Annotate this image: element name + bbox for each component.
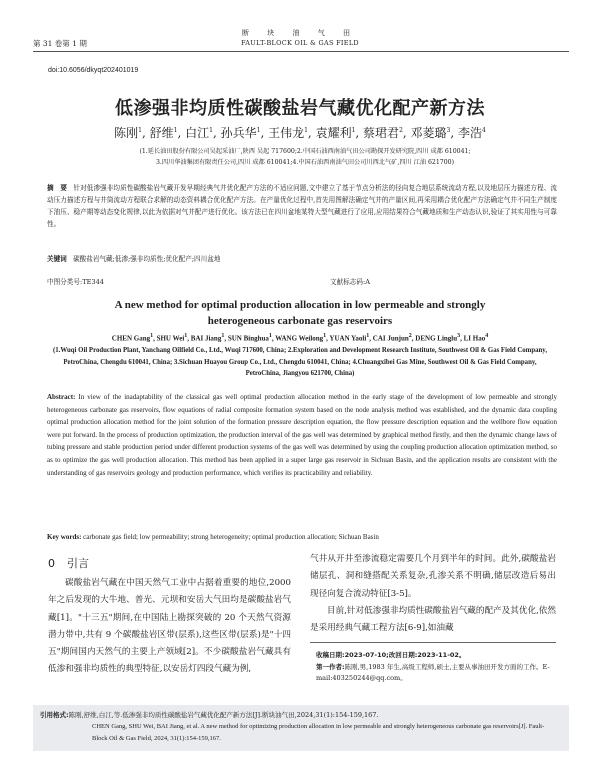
first-author-note	[316, 662, 554, 685]
author-en: WANG Weilong	[275, 334, 324, 343]
author-en: LI Hao	[463, 334, 486, 343]
abstract-cn	[47, 182, 557, 230]
affiliations-cn	[60, 146, 550, 168]
author-en: SHU Wei	[156, 334, 185, 343]
keywords-text-cn: 碳酸盐岩气藏;低渗;强非均质性;优化配产;四川盆地	[73, 255, 221, 263]
citation-text-cn: 陈刚,舒维,白江,等.低渗强非均质性碳酸盐岩气藏优化配产新方法[J].断块油气田,2024,31(1):154-159,167.	[68, 711, 379, 719]
affiliation-line: 3.四川华油集团有限责任公司,四川 成都 610041;4.中国石油西南油气田公司川西北气矿,四川 江油 621700)	[155, 159, 455, 166]
title-en-line: heterogeneous carbonate gas reservoirs	[207, 315, 393, 327]
doi: doi:10.6056/dkyqt202401019	[48, 67, 139, 74]
title-cn: 低渗强非均质性碳酸盐岩气藏优化配产新方法	[115, 98, 485, 119]
keywords-label-cn: 关键词	[47, 255, 67, 263]
journal-name-cn: 断 块 油 气 田	[242, 29, 358, 37]
author-cn: 白江	[185, 126, 210, 140]
authors-cn: 陈刚$^1$, 舒维$^1$, 白江$^1$, 孙兵华$^1$, 王伟龙$^1$, 袁耀利$^1$, 蔡珺君$^2$, 邓菱璐$^3$, 李浩$^4$	[114, 126, 486, 140]
author-cn: 孙兵华	[220, 126, 257, 140]
section-title: 引言	[67, 557, 89, 570]
citation-label: 引用格式:	[40, 711, 69, 719]
title-en	[40, 297, 560, 329]
author-cn: 舒维	[149, 126, 174, 140]
author-cn: 王伟龙	[268, 126, 305, 140]
author-en: CHEN Gang	[111, 334, 151, 343]
title-en-line: A new method for optimal production allocation in low permeable and strongly	[114, 299, 486, 311]
citation-cn	[40, 709, 560, 721]
abstract-text-en: In view of the inadaptability of the classical gas well optimal production allocation method in the early stage of the development of low permeable and strongly heterogeneous carbonate gas reservoirs, flow equations of radial composite formation system based on the node analysis method was established, and the dynamic data coupling optimal production allocation method for the joint solution of the formation pressure description equation, the flow pressure description equation and the wellbore flow equation were put forward. In the process of production optimization, the production interval of the gas well was determined by graphical method firstly, and then the dynamic change laws of tubing pressure and stable production period under different production systems of the gas well was determined by using the coupling production allocation optimization method, so as to optimize the gas well production allocation. This method has been applied in a super large gas reservoir in Sichuan Basin, and the application results are consistent with the understanding of gas reservoirs geology and production performance, which verifies its practicability and reliability.	[47, 393, 558, 477]
section-heading	[48, 555, 89, 571]
keywords-en	[47, 533, 557, 541]
author-cn: 蔡珺君	[363, 126, 400, 140]
first-author-label: 第一作者:	[316, 662, 345, 671]
author-cn: 邓菱璐	[410, 126, 447, 140]
affiliations-en: (1.Wuqi Oil Production Plant, Yanchang Oilfield Co., Ltd., Wuqi 717600, China; 2.Exploration and Development Research Institute, Southwest Oil & Gas Field Company, PetroChina, Chengdu 610041, China; 3.Sichuan Huayou Group Co., Ltd., Chengdu 610041, China; 4.Chuangxibei Gas Mine, Southwest Oil & Gas Field Company, PetroChina, Jiangyou 621700, China)	[52, 347, 548, 377]
keywords-cn	[47, 253, 557, 263]
author-cn: 袁耀利	[315, 126, 352, 140]
first-author-text: 陈刚,男,1983 年生,高级工程师,硕士,主要从事油田开发方面的工作。E-mail:403250244@qq.com。	[316, 662, 550, 682]
intro-right-paragraph-2: 目前,针对低渗强非均质性碳酸盐岩气藏的配产及其优化,依然是采用经典气藏工程方法[6-9],如油藏	[310, 606, 556, 634]
journal-name-en: FAULT-BLOCK OIL & GAS FIELD	[241, 39, 359, 47]
keywords-text-en: carbonate gas field; low permeability; strong heterogeneity; optimal production allocation; Sichuan Basin	[83, 533, 379, 541]
author-en: BAI Jiang	[190, 334, 222, 343]
author-en: DENG Linglu	[415, 334, 458, 343]
document-code: 文献标志码:A	[330, 278, 370, 286]
author-cn: 陈刚	[114, 126, 139, 140]
footnote-rule	[310, 642, 556, 643]
intro-left-column: 碳酸盐岩气藏在中国天然气工业中占据着重要的地位,2000 年之后发现的大牛地、普光、元坝和安岳大气田均是碳酸盐岩气藏[1]。"十三五"期间,在中国陆上勘探突破的 20 个天然气资源潜力带中,共有 9 个碳酸盐岩区带(层系),这些区带(层系)是"十四五"期间国内天然气的主要上产领域[2]。不少碳酸盐岩气藏具有低渗和强非均质性的典型特征,以安岳灯四段气藏为例,	[48, 578, 291, 675]
keywords-label-en: Key words:	[47, 533, 82, 541]
author-en: SUN Binghua	[227, 334, 269, 343]
intro-right-paragraph-1: 气井从开井至渗流稳定需要几个月到半年的时间。此外,碳酸盐岩储层孔、洞和缝搭配关系复杂,孔渗关系不明确,储层改造后易出现径向复合流动特征[3-5]。	[310, 554, 556, 599]
authors-en: CHEN Gang$^1$, SHU Wei$^1$, BAI Jiang$^1$, SUN Binghua$^1$, WANG Weilong$^1$, YUAN Yaoli$^1$, CAI Junjun$^2$, DENG Linglu$^3$, LI Hao$^4$	[111, 333, 489, 343]
citation-en: CHEN Gang, SHU Wei, BAI Jiang, et al. A new method for optimizing production allocation in low permeable and strongly heterogeneous carbonate gas reservoirs[J]. Fault-Block Oil & Gas Field, 2024, 31(1):154-159,167.	[92, 723, 545, 742]
header-rule	[33, 51, 569, 52]
volume-issue: 第 31 卷第 1 期	[33, 39, 87, 48]
author-cn: 李浩	[458, 126, 483, 140]
received-date: 收稿日期:2023-07-10;改回日期:2023-11-02。	[316, 651, 466, 659]
author-en: YUAN Yaoli	[329, 334, 367, 343]
abstract-label-cn: 摘 要	[47, 184, 67, 192]
author-en: CAI Junjun	[372, 334, 409, 343]
footnote	[316, 650, 554, 685]
section-number: 0	[48, 557, 55, 570]
abstract-text-cn: 针对低渗强非均质性碳酸盐岩气藏开发早期经典气井优化配产方法的不适应问题,文中建立了基于节点分析法的径向复合地层系统流动方程,以及地层压力描述方程、流动压力描述方程与井筒流动方程联合求解的动态资料耦合优化配产方法。在产量优化过程中,首先用图解法确定气井的产量区间,再采用耦合优化配产方法确定气井不同生产制度下油压、稳产期等动态变化规律,以此为依据对气井配产进行优化。该方法已在四川盆地某特大型气藏进行了应用,应用结果符合气藏地质和生产动态认识,验证了其实用性与可靠性。	[47, 184, 557, 228]
clc-number: 中图分类号:TE344	[47, 278, 104, 286]
abstract-label-en: Abstract:	[47, 393, 76, 401]
abstract-en	[47, 391, 557, 479]
affiliation-line: (1.延长油田股份有限公司吴起采油厂,陕西 吴起 717600;2.中国石油西南油气田公司勘探开发研究院,四川 成都 610041;	[139, 148, 471, 155]
